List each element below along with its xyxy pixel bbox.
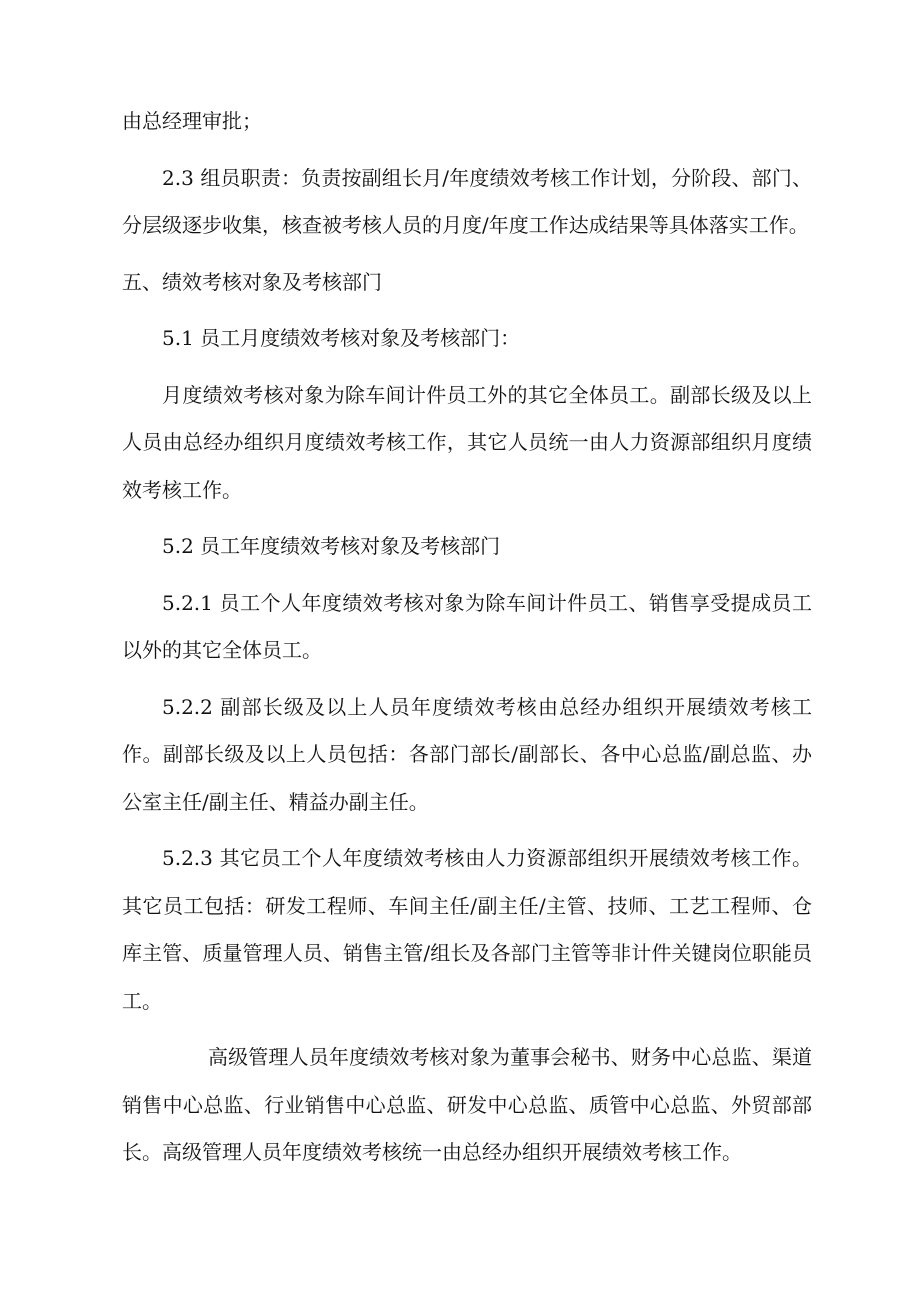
paragraph-5-2-3: 5.2.3 其它员工个人年度绩效考核由人力资源部组织开展绩效考核工作。其它员工包括：研发工程师、车间主任/副主任/主管、技师、工艺工程师、仓库主管、质量管理人员、销售主管/组长及各部门主管等非计件关键岗位职能员工。 <box>122 846 812 1013</box>
paragraph-gap <box>122 146 812 155</box>
paragraph-gap <box>122 675 812 684</box>
paragraph-member-duties: 2.3 组员职责：负责按副组长月/年度绩效考核工作计划，分阶段、部门、分层级逐步收集，核查被考核人员的月度/年度工作达成结果等具体落实工作。 <box>122 165 812 237</box>
paragraph-5-2-2: 5.2.2 副部长级及以上人员年度绩效考核由总经办组织开展绩效考核工作。副部长级及以上人员包括：各部门部长/副部长、各中心总监/副总监、办公室主任/副主任、精益办副主任。 <box>122 694 812 814</box>
paragraph-gap <box>122 306 812 315</box>
subheading-5-2: 5.2 员工年度绩效考核对象及考核部门 <box>162 534 501 558</box>
paragraph-senior-management: 高级管理人员年度绩效考核对象为董事会秘书、财务中心总监、渠道销售中心总监、行业销售中心总监、研发中心总监、质管中心总监、外贸部部长。高级管理人员年度绩效考核统一由总经办组织开展绩效考核工作。 <box>122 1045 812 1164</box>
section-heading-5: 五、绩效考核对象及考核部门 <box>122 269 382 294</box>
paragraph-gap <box>122 363 812 372</box>
paragraph-gap <box>122 1025 812 1034</box>
paragraph-gap <box>122 826 812 835</box>
paragraph-approval: 由总经理审批； <box>122 109 262 133</box>
paragraph-gap <box>122 571 812 580</box>
subheading-5-1: 5.1 员工月度绩效考核对象及考核部门： <box>162 326 521 350</box>
document-body <box>122 98 812 1177</box>
paragraph-gap <box>122 250 812 259</box>
paragraph-gap <box>122 514 812 523</box>
paragraph-monthly-scope: 月度绩效考核对象为除车间计件员工外的其它全体员工。副部长级及以上人员由总经办组织月度绩效考核工作，其它人员统一由人力资源部组织月度绩效考核工作。 <box>122 382 812 502</box>
paragraph-5-2-1: 5.2.1 员工个人年度绩效考核对象为除车间计件员工、销售享受提成员工以外的其它全体员工。 <box>122 590 812 662</box>
